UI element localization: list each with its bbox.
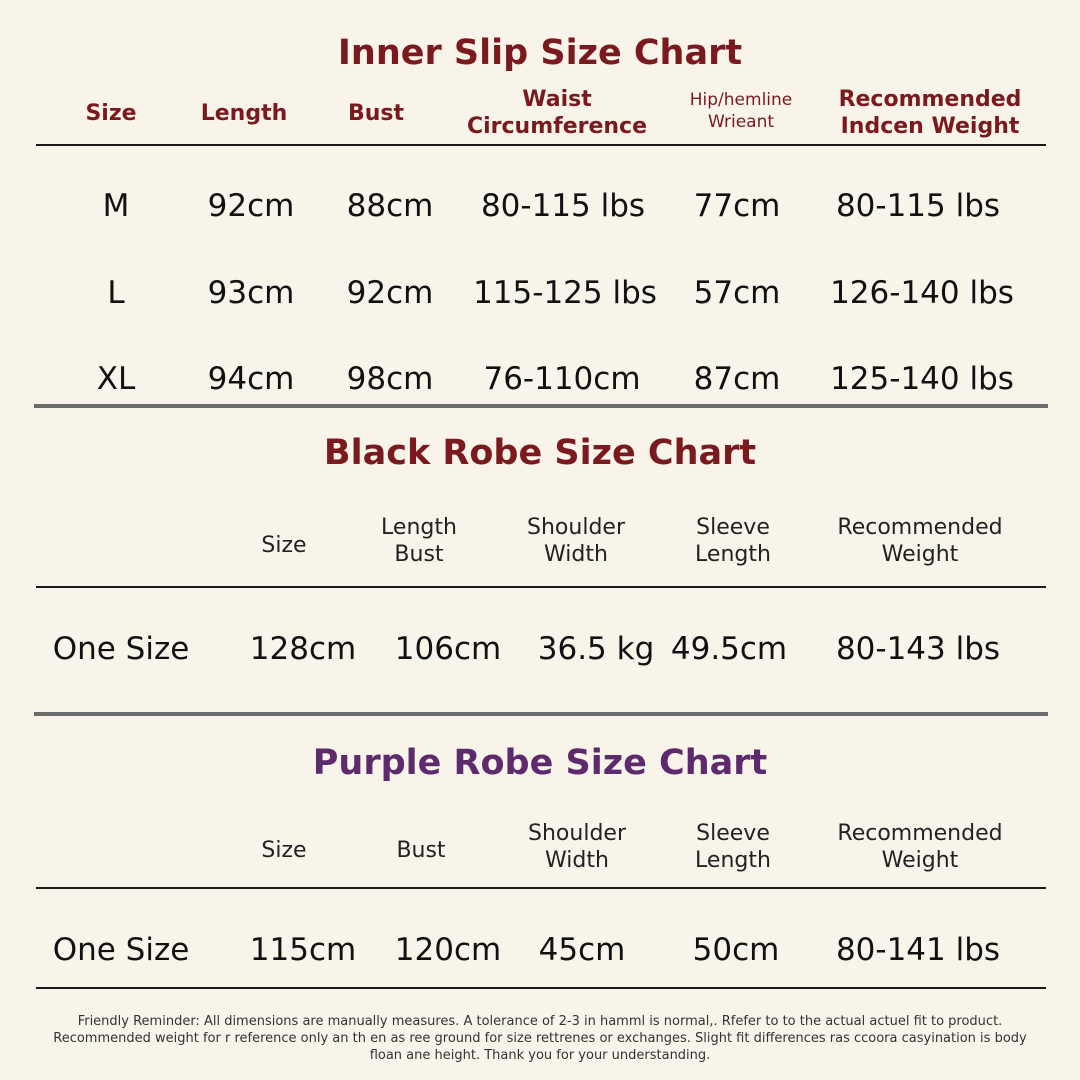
black-robe-title: Black Robe Size Chart <box>323 433 757 473</box>
black-robe-header-size: Size <box>261 533 307 558</box>
footer-line-3: floan ane height. Thank you for your understanding. <box>369 1048 711 1063</box>
inner-slip-m-weight: 80-115 lbs <box>835 188 1001 224</box>
purple-robe-header-shoulder <box>528 820 626 874</box>
black-robe-header-shoulder-line-1: Shoulder <box>527 515 625 540</box>
black-robe-sleeve: 49.5cm <box>670 631 788 667</box>
purple-robe-header-bust: Bust <box>396 838 446 863</box>
purple-robe-header-sleeve <box>695 820 771 874</box>
inner-slip-l-length: 93cm <box>207 275 295 311</box>
inner-slip-m-hip: 77cm <box>693 188 781 224</box>
purple-robe-header-sleeve-line-1: Sleeve <box>696 821 770 846</box>
purple-robe-bottom-rule <box>36 987 1046 989</box>
inner-slip-header-length: Length <box>200 101 288 126</box>
inner-slip-header-rule <box>36 144 1046 146</box>
inner-slip-bottom-rule <box>34 404 1048 408</box>
purple-robe-size: One Size <box>52 932 190 968</box>
inner-slip-xl-weight: 125-140 lbs <box>830 361 1014 397</box>
inner-slip-m-size: M <box>102 188 130 224</box>
purple-robe-header-shoulder-line-1: Shoulder <box>528 821 626 846</box>
black-robe-size: One Size <box>52 631 190 667</box>
inner-slip-header-hip-line-1: Hip/hemline <box>689 90 793 110</box>
purple-robe-sleeve: 50cm <box>692 932 780 968</box>
footer-reminder <box>0 1013 1080 1064</box>
inner-slip-title: Inner Slip Size Chart <box>337 33 743 73</box>
black-robe-header-sleeve <box>695 514 771 568</box>
inner-slip-xl-bust: 98cm <box>346 361 434 397</box>
purple-robe-header-size: Size <box>261 838 307 863</box>
inner-slip-header-weight <box>839 86 1022 140</box>
inner-slip-l-bust: 92cm <box>346 275 434 311</box>
inner-slip-header-hip <box>690 89 793 133</box>
black-robe-bust: 106cm <box>394 631 502 667</box>
black-robe-header-length-bust-line-1: Length <box>381 515 457 540</box>
inner-slip-header-bust: Bust <box>347 101 405 126</box>
purple-robe-header-weight-line-2: Weight <box>881 848 959 873</box>
black-robe-weight: 80-143 lbs <box>835 631 1001 667</box>
inner-slip-xl-length: 94cm <box>207 361 295 397</box>
footer-line-1: Friendly Reminder: All dimensions are manually measures. A tolerance of 2-3 in hamml is normal,. Rfefer to to the actual actuel fit to product. <box>77 1014 1003 1029</box>
inner-slip-header-waist-line-2: Circumference <box>466 114 648 139</box>
inner-slip-l-weight: 126-140 lbs <box>830 275 1014 311</box>
inner-slip-header-weight-line-2: Indcen Weight <box>840 114 1020 139</box>
inner-slip-m-length: 92cm <box>207 188 295 224</box>
inner-slip-header-hip-line-2: Wrieant <box>707 112 775 132</box>
black-robe-header-weight-line-2: Weight <box>881 542 959 567</box>
purple-robe-header-sleeve-line-2: Length <box>695 848 771 873</box>
black-robe-header-sleeve-line-2: Length <box>695 542 771 567</box>
inner-slip-header-waist <box>467 86 647 140</box>
inner-slip-l-waist: 115-125 lbs <box>473 275 657 311</box>
inner-slip-header-waist-line-1: Waist <box>522 87 592 112</box>
black-robe-header-sleeve-line-1: Sleeve <box>696 515 770 540</box>
black-robe-header-weight <box>837 514 1002 568</box>
purple-robe-bust: 120cm <box>394 932 502 968</box>
black-robe-header-length-bust <box>381 514 457 568</box>
purple-robe-header-weight-line-1: Recommended <box>837 821 1003 846</box>
black-robe-header-weight-line-1: Recommended <box>837 515 1003 540</box>
black-robe-shoulder: 36.5 kg <box>537 631 655 667</box>
purple-robe-header-rule <box>36 887 1046 889</box>
inner-slip-header-weight-line-1: Recommended <box>838 87 1022 112</box>
inner-slip-l-hip: 57cm <box>693 275 781 311</box>
purple-robe-header-shoulder-line-2: Width <box>545 848 609 873</box>
black-robe-header-length-bust-line-2: Bust <box>394 542 444 567</box>
inner-slip-xl-hip: 87cm <box>693 361 781 397</box>
black-robe-length: 128cm <box>249 631 357 667</box>
inner-slip-xl-size: XL <box>96 361 136 397</box>
black-robe-header-shoulder-line-2: Width <box>544 542 608 567</box>
inner-slip-m-bust: 88cm <box>346 188 434 224</box>
purple-robe-shoulder: 45cm <box>538 932 626 968</box>
purple-robe-length: 115cm <box>249 932 357 968</box>
black-robe-header-rule <box>36 586 1046 588</box>
purple-robe-header-weight <box>837 820 1002 874</box>
purple-robe-title: Purple Robe Size Chart <box>312 743 768 783</box>
footer-line-2: Recommended weight for r reference only an th en as ree ground for size rettrenes or exchanges. Slight fit differences ras ccoora casyination is body <box>53 1031 1027 1046</box>
purple-robe-weight: 80-141 lbs <box>835 932 1001 968</box>
inner-slip-l-size: L <box>107 275 125 311</box>
inner-slip-header-size: Size <box>85 101 137 126</box>
inner-slip-xl-waist: 76-110cm <box>483 361 641 397</box>
black-robe-bottom-rule <box>34 712 1048 716</box>
inner-slip-m-waist: 80-115 lbs <box>480 188 646 224</box>
black-robe-header-shoulder <box>527 514 625 568</box>
